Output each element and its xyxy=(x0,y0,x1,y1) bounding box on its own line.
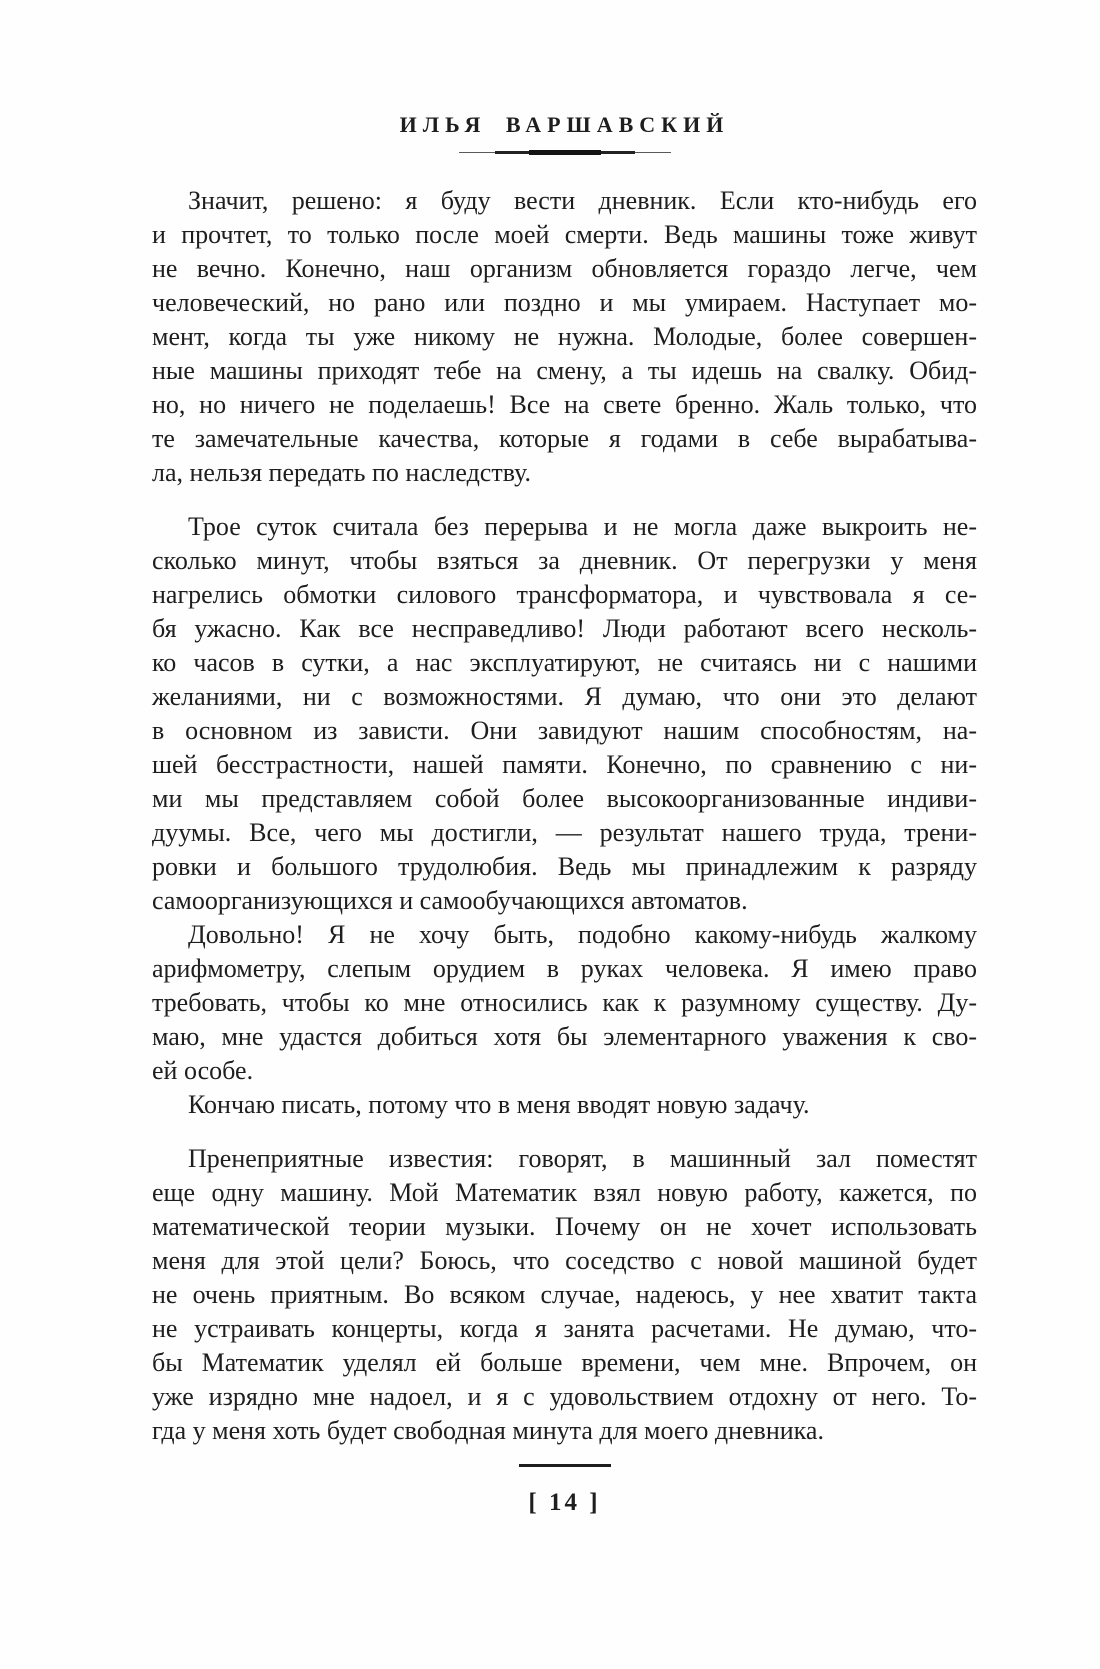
text-line: но, но ничего не поделаешь! Все на свете бренно. Жаль только, что xyxy=(152,390,977,419)
text-line: Пренеприятные известия: говорят, в машинный зал поместят xyxy=(188,1144,977,1173)
paragraph xyxy=(152,184,977,490)
text-line: ровки и большого трудолюбия. Ведь мы принадлежим к разряду xyxy=(152,852,977,881)
text-line: Трое суток считала без перерыва и не могла даже выкроить не- xyxy=(188,512,977,541)
text-line: ные машины приходят тебе на смену, а ты идешь на свалку. Обид- xyxy=(152,356,977,385)
text-line: уже изрядно мне надоел, и я с удовольствием отдохну от него. То- xyxy=(152,1382,977,1411)
text-line: гда у меня хоть будет свободная минута для моего дневника. xyxy=(152,1416,824,1445)
text-line: ей особе. xyxy=(152,1056,254,1085)
text-line: желаниями, ни с возможностями. Я думаю, что они это делают xyxy=(152,682,977,711)
text-line: Значит, решено: я буду вести дневник. Если кто-нибудь его xyxy=(188,186,977,215)
text-line: и прочтет, то только после моей смерти. Ведь машины тоже живут xyxy=(152,220,977,249)
text-line: бы Математик уделял ей больше времени, чем мне. Впрочем, он xyxy=(152,1348,977,1377)
text-line: математической теории музыки. Почему он не хочет использовать xyxy=(152,1212,977,1241)
paragraph xyxy=(152,1088,977,1122)
header-ornament-rule xyxy=(459,150,671,156)
text-line: ла, нельзя передать по наследству. xyxy=(152,458,531,487)
text-line: дуумы. Все, чего мы достигли, — результат нашего труда, трени- xyxy=(152,818,977,847)
text-line: требовать, чтобы ко мне относились как к разумному существу. Ду- xyxy=(152,988,977,1017)
text-line: ко часов в сутки, а нас эксплуатируют, не считаясь ни с нашими xyxy=(152,648,977,677)
paragraph-gap xyxy=(152,1122,977,1142)
text-line: меня для этой цели? Боюсь, что соседство с новой машиной будет xyxy=(152,1246,977,1275)
paragraph-gap xyxy=(152,490,977,510)
text-line: ми мы представляем собой более высокоорганизованные индиви- xyxy=(152,784,977,813)
text-line: еще одну машину. Мой Математик взял новую работу, кажется, по xyxy=(152,1178,977,1207)
text-line: не устраивать концерты, когда я занята расчетами. Не думаю, что- xyxy=(152,1314,977,1343)
text-line: Кончаю писать, потому что в меня вводят новую задачу. xyxy=(188,1090,810,1119)
text-line: человеческий, но рано или поздно и мы умираем. Наступает мо- xyxy=(152,288,977,317)
text-line: нагрелись обмотки силового трансформатора, и чувствовала я се- xyxy=(152,580,977,609)
paragraph xyxy=(152,510,977,918)
text-line: в основном из зависти. Они завидуют нашим способностям, на- xyxy=(152,716,977,745)
paragraph xyxy=(152,1142,977,1448)
text-line: бя ужасно. Как все несправедливо! Люди работают всего несколь- xyxy=(152,614,977,643)
text-line: те замечательные качества, которые я годами в себе вырабатыва- xyxy=(152,424,977,453)
text-line: сколько минут, чтобы взяться за дневник. От перегрузки у меня xyxy=(152,546,977,575)
text-line: маю, мне удастся добиться хотя бы элементарного уважения к сво- xyxy=(152,1022,977,1051)
text-line: Довольно! Я не хочу быть, подобно какому-нибудь жалкому xyxy=(188,920,977,949)
ornament-thick-bar xyxy=(529,150,601,155)
text-line: самоорганизующихся и самообучающихся автоматов. xyxy=(152,886,748,915)
paragraph xyxy=(152,918,977,1088)
footer-rule xyxy=(519,1464,611,1467)
page-text xyxy=(152,184,977,1448)
text-line: не вечно. Конечно, наш организм обновляется гораздо легче, чем xyxy=(152,254,977,283)
running-head-author: ИЛЬЯ ВАРШАВСКИЙ xyxy=(399,112,730,137)
page-number: [ 14 ] xyxy=(528,1489,601,1516)
text-line: шей бесстрастности, нашей памяти. Конечно, по сравнению с ни- xyxy=(152,750,977,779)
text-line: мент, когда ты уже никому не нужна. Молодые, более совершен- xyxy=(152,322,977,351)
page-footer xyxy=(152,1464,977,1517)
text-line: арифмометру, слепым орудием в руках человека. Я имею право xyxy=(152,954,977,983)
text-line: не очень приятным. Во всяком случае, надеюсь, у нее хватит такта xyxy=(152,1280,977,1309)
